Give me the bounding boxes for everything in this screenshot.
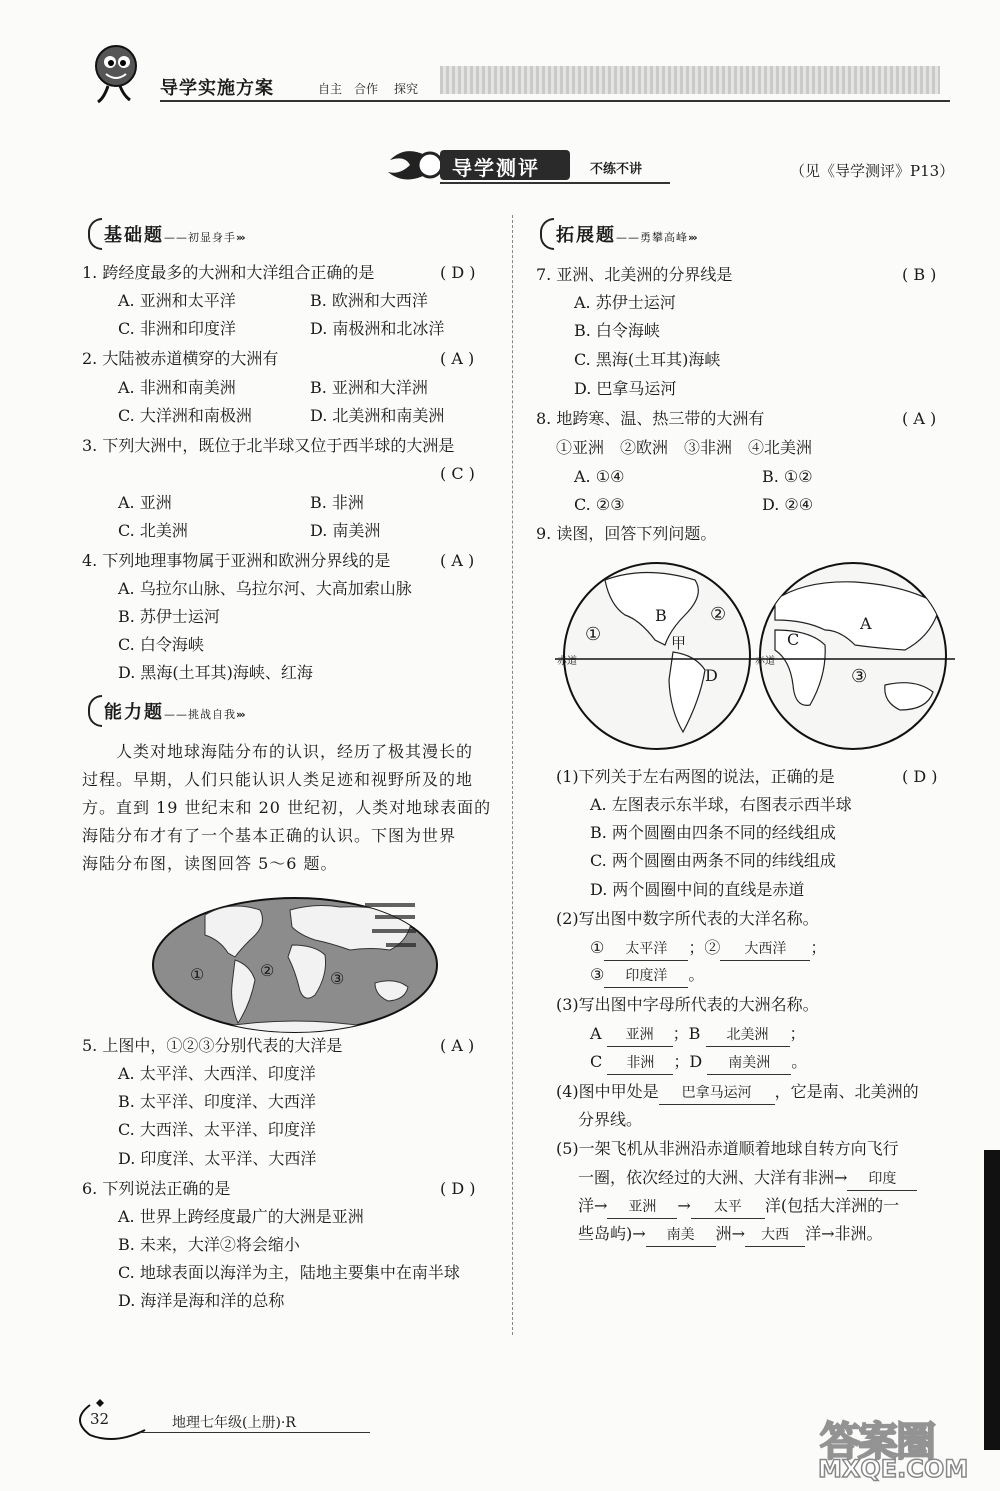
q1-option-d: D. 南极洲和北冰洋 [310,319,445,338]
q4-option-c: C. 白令海峡 [118,635,204,654]
map-label-C: C [787,630,800,649]
q9-1-option-a: A. 左图表示东半球，右图表示西半球 [590,795,852,814]
q9-4-fill: 巴拿马运河 [659,1082,775,1105]
q4-option-b: B. 苏伊士运河 [118,607,220,626]
header-rule [160,100,950,102]
q2-option-a: A. 非洲和南美洲 [118,378,236,397]
q9-3-line-2: C 非洲 ；D 南美洲 。 [590,1051,807,1075]
q2-answer: ( A ) [440,349,475,368]
mascot-logo [80,38,150,108]
watermark-url: MXQE.COM [818,1455,969,1483]
q6-answer: ( D ) [440,1179,476,1198]
section-title-ability: 能力题——挑战自我››› [104,702,244,723]
q9-4-line-2: 分界线。 [578,1110,643,1129]
passage-line-4: 海陆分布才有了一个基本正确的认识。下图为世界 [82,826,457,845]
passage-line-3: 方。直到 19 世纪末和 20 世纪初，人类对地球表面的 [82,798,492,817]
q3-option-c: C. 北美洲 [118,521,188,540]
q9-2-stem: (2)写出图中数字所代表的大洋名称。 [556,909,819,928]
q5-option-c: C. 大西洋、太平洋、印度洋 [118,1120,316,1139]
q3-answer: ( C ) [440,464,475,483]
q8-option-c: C. ②③ [574,495,625,514]
header-title: 导学实施方案 [160,78,274,99]
q9-stem: 9. 读图，回答下列问题。 [536,524,717,543]
section-bracket-extend [540,218,554,250]
q9-1-option-d: D. 两个圆圈中间的直线是赤道 [590,880,805,899]
q9-5-fill-4: 南美 [646,1224,716,1247]
q6-option-c: C. 地球表面以海洋为主，陆地主要集中在南半球 [118,1263,460,1282]
hemispheres-map [555,560,955,755]
q5-option-d: D. 印度洋、太平洋、大西洋 [118,1149,317,1168]
q9-3-stem: (3)写出图中字母所代表的大洲名称。 [556,995,819,1014]
map-label-D: D [705,666,718,685]
q1-option-a: A. 亚洲和太平洋 [118,291,236,310]
q9-3-fill-a: 亚洲 [607,1024,673,1047]
q9-3-fill-b: 北美洲 [706,1024,790,1047]
section-title-basic: 基础题——初显身手››› [104,225,244,246]
q8-answer: ( A ) [902,409,937,428]
map-label-equator-left: 赤道 [557,656,577,667]
q6-stem: 6. 下列说法正确的是 [82,1179,231,1198]
map-label-A: A [860,614,872,633]
map-label-B: B [655,606,667,625]
q9-2-line-2: ③ 印度洋 。 [590,964,704,988]
footer-swirl-icon [70,1395,150,1445]
q1-stem: 1. 跨经度最多的大洲和大洋组合正确的是 [82,263,375,282]
q6-option-b: B. 未来，大洋②将会缩小 [118,1235,300,1254]
q9-2-line-1: ① 太平洋 ；② 大西洋 ； [590,937,826,961]
q9-5-line-2: 一圈，依次经过的大洲、大洋有非洲→ 印度 [578,1167,917,1191]
q8-option-d: D. ②④ [762,495,814,514]
q9-3-line-1: A 亚洲 ；B 北美洲 ； [590,1023,806,1047]
q2-option-b: B. 亚洲和大洋洲 [310,378,428,397]
banner-underline [440,182,670,184]
map-label-2: ② [710,604,727,625]
q3-option-b: B. 非洲 [310,493,364,512]
q4-stem: 4. 下列地理事物属于亚洲和欧洲分界线的是 [82,551,391,570]
q7-option-b: B. 白令海峡 [574,321,660,340]
q9-5-fill-1: 印度 [847,1168,917,1191]
passage-line-2: 过程。早期，人们只能认识人类足迹和视野所及的地 [82,770,474,789]
q8-items: ①亚洲 ②欧洲 ③非洲 ④北美洲 [556,438,813,457]
q9-5-fill-5: 大西 [745,1224,805,1247]
banner-subtitle: 不练不讲 [590,162,643,177]
q9-4-line-1: (4)图中甲处是 巴拿马运河 ，它是南、北美洲的 [556,1081,919,1105]
world-map-label-3: ③ [330,969,345,988]
map-label-equator-right: 赤道 [755,656,775,667]
world-map [150,895,440,1035]
q9-1-option-c: C. 两个圆圈由两条不同的纬线组成 [590,851,836,870]
q3-option-a: A. 亚洲 [118,493,172,512]
section-title-extend: 拓展题——勇攀高峰››› [556,225,696,246]
section-bracket-ability [88,695,102,727]
q9-5-line-1: (5)一架飞机从非洲沿赤道顺着地球自转方向飞行 [556,1139,899,1158]
q8-option-b: B. ①② [762,467,813,486]
q5-stem: 5. 上图中，①②③分别代表的大洋是 [82,1036,343,1055]
q9-2-fill-1: 太平洋 [604,938,688,961]
q9-1-answer: ( D ) [902,767,938,786]
world-map-label-2: ② [260,961,275,980]
q4-answer: ( A ) [440,551,475,570]
map-label-jia: 甲 [671,634,687,652]
header-texture-band [440,66,940,94]
q9-1-stem: (1)下列关于左右两图的说法，正确的是 [556,767,835,786]
q7-stem: 7. 亚洲、北美洲的分界线是 [536,265,733,284]
q3-stem: 3. 下列大洲中，既位于北半球又位于西半球的大洲是 [82,436,455,455]
passage-line-1: 人类对地球海陆分布的认识，经历了极其漫长的 [116,742,474,761]
footer-page-number: 32 [90,1410,110,1428]
q4-option-d: D. 黑海(土耳其)海峡、红海 [118,663,313,682]
map-label-1: ① [585,624,602,645]
q7-option-c: C. 黑海(土耳其)海峡 [574,350,721,369]
banner-reference: （见《导学测评》P13） [790,162,955,180]
q3-option-d: D. 南美洲 [310,521,381,540]
q4-option-a: A. 乌拉尔山脉、乌拉尔河、大高加索山脉 [118,579,412,598]
q9-2-fill-2: 大西洋 [720,938,810,961]
q2-option-d: D. 北美洲和南美洲 [310,406,445,425]
q2-stem: 2. 大陆被赤道横穿的大洲有 [82,349,279,368]
header-tag-3: 探究 [394,82,419,96]
section-bracket-basic [88,218,102,250]
q5-option-a: A. 太平洋、大西洋、印度洋 [118,1064,316,1083]
header-tag-2: 合作 [354,82,379,96]
edge-thumb-tab [984,1150,1000,1450]
q7-answer: ( B ) [902,265,937,284]
q8-stem: 8. 地跨寒、温、热三带的大洲有 [536,409,765,428]
q1-option-b: B. 欧洲和大西洋 [310,291,428,310]
q6-option-a: A. 世界上跨经度最广的大洲是亚洲 [118,1207,364,1226]
q1-answer: ( D ) [440,263,476,282]
map-label-3: ③ [851,666,868,687]
q9-3-fill-c: 非洲 [607,1052,673,1075]
footer-book-title: 地理七年级(上册)·R [172,1415,296,1431]
q6-option-d: D. 海洋是海和洋的总称 [118,1291,285,1310]
column-divider [512,215,513,1335]
header-tag-1: 自主 [318,82,343,96]
q9-3-fill-d: 南美洲 [707,1052,791,1075]
q9-5-line-4: 些岛屿)→ 南美 洲→ 大西 洋→非洲。 [578,1223,883,1247]
q2-option-c: C. 大洋洲和南极洲 [118,406,252,425]
q7-option-a: A. 苏伊士运河 [574,293,676,312]
passage-line-5: 海陆分布图，读图回答 5～6 题。 [82,854,338,873]
footer-rule [140,1432,370,1433]
q9-2-fill-3: 印度洋 [604,965,688,988]
q5-option-b: B. 太平洋、印度洋、大西洋 [118,1092,316,1111]
q1-option-c: C. 非洲和印度洋 [118,319,236,338]
q9-5-line-3: 洋→ 亚洲 → 太平 洋(包括大洋洲的一 [578,1195,899,1219]
q7-option-d: D. 巴拿马运河 [574,379,677,398]
banner-title: 导学测评 [452,156,540,180]
q9-5-fill-3: 太平 [691,1196,765,1219]
q9-5-fill-2: 亚洲 [607,1196,677,1219]
q9-1-option-b: B. 两个圆圈由四条不同的经线组成 [590,823,836,842]
world-map-label-1: ① [190,965,205,984]
q5-answer: ( A ) [440,1036,475,1055]
q8-option-a: A. ①④ [574,467,625,486]
watermark-logo: 答案圈 [820,1419,934,1465]
